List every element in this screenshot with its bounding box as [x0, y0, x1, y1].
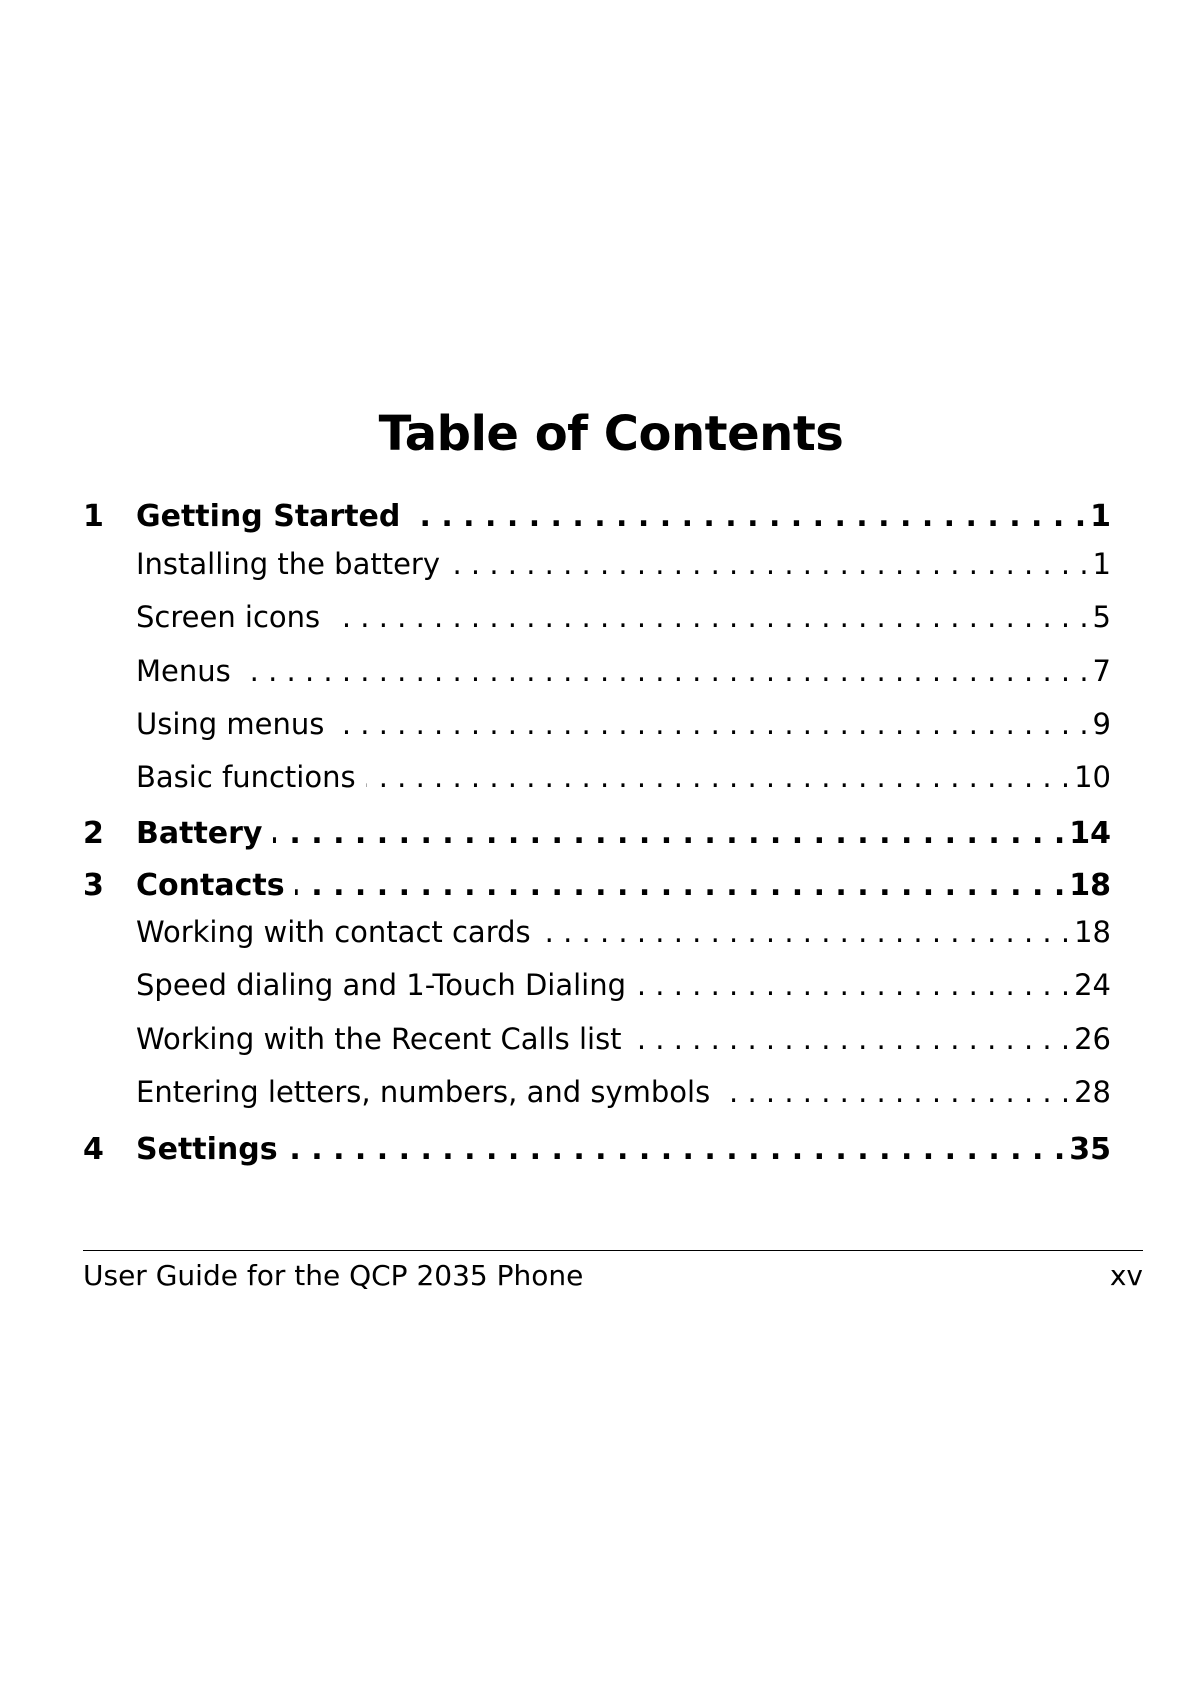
toc-chapter-1[interactable]: [83, 497, 1111, 537]
toc-label: Basic functions: [136, 760, 356, 794]
toc-page: 1: [1090, 499, 1111, 534]
toc-section[interactable]: [83, 704, 1111, 744]
toc-label: Settings: [136, 1132, 278, 1167]
toc-section[interactable]: [83, 757, 1111, 797]
toc-page: 24: [1074, 968, 1111, 1002]
toc-section[interactable]: [83, 1019, 1111, 1059]
dot-leader: [632, 1019, 1071, 1059]
dot-leader: [334, 704, 1088, 744]
toc-label: Entering letters, numbers, and symbols: [136, 1075, 711, 1109]
dot-leader: [450, 544, 1089, 584]
toc-page: 28: [1074, 1075, 1111, 1109]
toc-page: 35: [1069, 1132, 1111, 1167]
toc-page: 10: [1074, 760, 1111, 794]
toc-chapter-2[interactable]: [83, 814, 1111, 854]
toc-page: 7: [1092, 654, 1111, 688]
page-title: Table of Contents: [378, 406, 844, 462]
toc-number: 4: [83, 1132, 104, 1167]
toc-page: 14: [1069, 816, 1111, 851]
toc-number: 1: [83, 499, 104, 534]
footer-divider: [83, 1250, 1143, 1251]
dot-leader: [288, 1130, 1066, 1170]
toc-page: 1: [1092, 547, 1111, 581]
toc-page: 9: [1092, 707, 1111, 741]
dot-leader: [366, 757, 1071, 797]
toc-chapter-3[interactable]: [83, 866, 1111, 906]
dot-leader: [410, 497, 1086, 537]
dot-leader: [720, 1072, 1070, 1112]
footer-doc-title: User Guide for the QCP 2035 Phone: [83, 1259, 584, 1292]
toc-number: 2: [83, 816, 104, 851]
toc-page: 18: [1074, 915, 1111, 949]
toc-number: 3: [83, 868, 104, 903]
dot-leader: [541, 912, 1070, 952]
dot-leader: [636, 965, 1070, 1005]
toc-page: 5: [1092, 600, 1111, 634]
toc-label: Working with contact cards: [136, 915, 531, 949]
toc-label: Menus: [136, 654, 231, 688]
toc-label: Working with the Recent Calls list: [136, 1022, 622, 1056]
toc-label: Contacts: [136, 868, 285, 903]
dot-leader: [295, 866, 1066, 906]
dot-leader: [330, 597, 1088, 637]
toc-section[interactable]: [83, 597, 1111, 637]
toc-label: Using menus: [136, 707, 325, 741]
toc-section[interactable]: [83, 651, 1111, 691]
footer-page-number: xv: [1109, 1259, 1143, 1292]
toc-page: 18: [1069, 868, 1111, 903]
toc-chapter-4[interactable]: [83, 1130, 1111, 1170]
toc-label: Screen icons: [136, 600, 321, 634]
dot-leader: [273, 814, 1066, 854]
toc-section[interactable]: [83, 544, 1111, 584]
toc-section[interactable]: [83, 912, 1111, 952]
dot-leader: [241, 651, 1089, 691]
toc-label: Battery: [136, 816, 263, 851]
toc-label: Installing the battery: [136, 547, 441, 581]
toc-label: Getting Started: [136, 499, 401, 534]
toc-page: 26: [1074, 1022, 1111, 1056]
toc-label: Speed dialing and 1-Touch Dialing: [136, 968, 627, 1002]
toc-section[interactable]: [83, 965, 1111, 1005]
toc-section[interactable]: [83, 1072, 1111, 1112]
